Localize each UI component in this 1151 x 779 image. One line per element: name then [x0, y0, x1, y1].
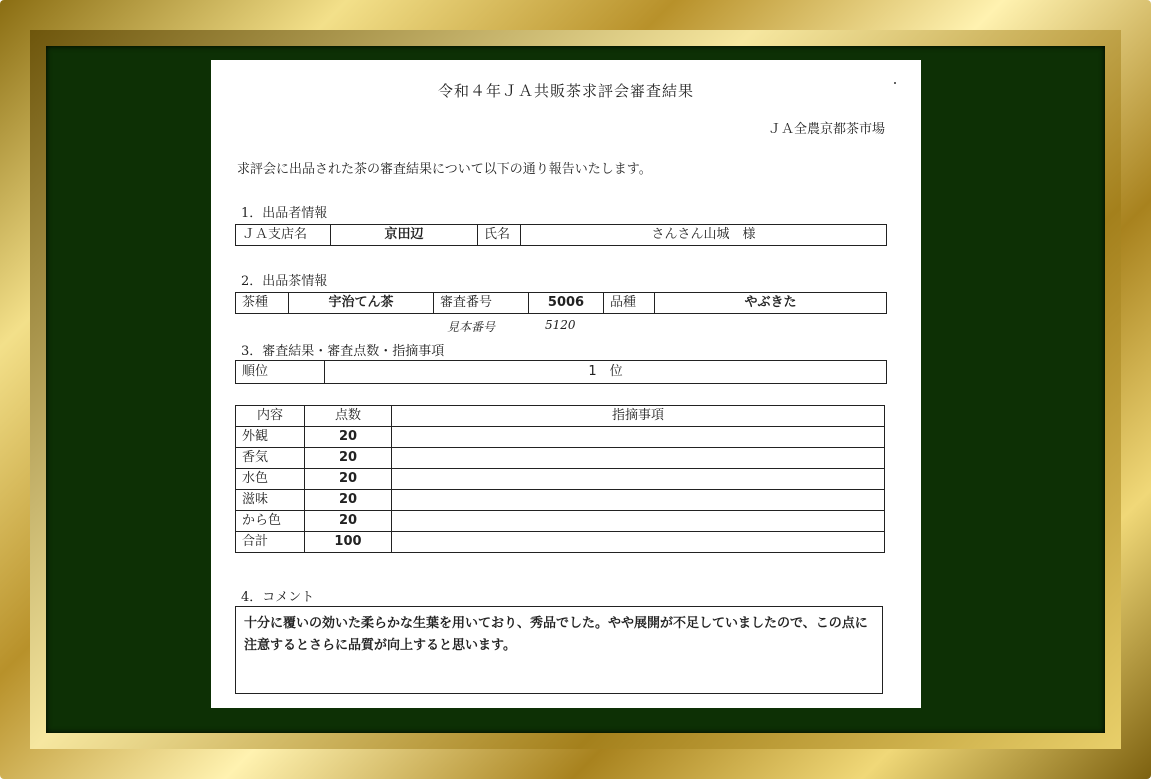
table-row: [236, 469, 885, 490]
variety-value: やぶきた: [655, 293, 887, 314]
row-score: 20: [305, 490, 392, 511]
exam-no-value: 5006: [529, 293, 604, 314]
row-item: 合計: [236, 532, 305, 553]
rank-label: 順位: [236, 361, 325, 384]
comment-box: 十分に覆いの効いた柔らかな生葉を用いており、秀品でした。やや展開が不足していましたので、この点に注意するとさらに品質が向上すると思います。: [235, 606, 883, 694]
row-item: 香気: [236, 448, 305, 469]
section1-heading: 1．出品者情報: [241, 206, 328, 221]
certificate-paper: [211, 60, 921, 708]
section3-heading: 3．審査結果・審査点数・指摘事項: [241, 344, 445, 359]
row-item: 水色: [236, 469, 305, 490]
table-row: [236, 427, 885, 448]
section2-heading: 2．出品茶情報: [241, 274, 328, 289]
row-note: [392, 448, 885, 469]
row-note: [392, 427, 885, 448]
row-note: [392, 532, 885, 553]
table-row: [236, 490, 885, 511]
exhibitor-info-table: [235, 224, 887, 246]
header-item: 内容: [236, 406, 305, 427]
table-row: [236, 448, 885, 469]
row-item: 外観: [236, 427, 305, 448]
tea-type-label: 茶種: [236, 293, 289, 314]
row-note: [392, 490, 885, 511]
name-label: 氏名: [478, 225, 521, 246]
handwritten-sample-label: 見本番号: [447, 320, 496, 334]
row-score: 100: [305, 532, 392, 553]
rank-table: [235, 360, 887, 384]
intro-text: 求評会に出品された茶の審査結果について以下の通り報告いたします。: [237, 162, 652, 177]
tea-info-table: [235, 292, 887, 314]
name-value: さんさん山城 様: [521, 225, 887, 246]
row-score: 20: [305, 511, 392, 532]
table-row: [236, 532, 885, 553]
row-score: 20: [305, 427, 392, 448]
row-score: 20: [305, 469, 392, 490]
row-item: から色: [236, 511, 305, 532]
table-row: [236, 511, 885, 532]
document-title: 令和４年ＪＡ共販茶求評会審査結果: [437, 82, 694, 100]
row-note: [392, 511, 885, 532]
row-note: [392, 469, 885, 490]
organization-name: ＪＡ全農京都茶市場: [767, 122, 885, 137]
branch-value: 京田辺: [331, 225, 478, 246]
branch-label: ＪＡ支店名: [236, 225, 331, 246]
score-table: [235, 405, 885, 553]
header-score: 点数: [305, 406, 392, 427]
section4-heading: 4．コメント: [241, 590, 315, 605]
handwritten-sample-number: 5120: [545, 318, 576, 332]
rank-value: 1 位: [325, 361, 887, 384]
variety-label: 品種: [604, 293, 655, 314]
row-item: 滋味: [236, 490, 305, 511]
row-score: 20: [305, 448, 392, 469]
header-notes: 指摘事項: [392, 406, 885, 427]
exam-no-label: 審査番号: [434, 293, 529, 314]
tea-type-value: 宇治てん茶: [289, 293, 434, 314]
